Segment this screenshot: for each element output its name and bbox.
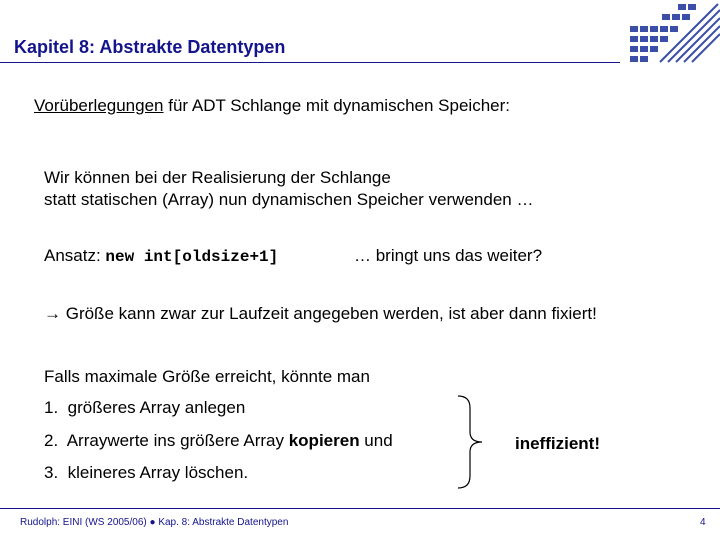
footer-rule — [0, 508, 720, 509]
paragraph-line-1: Wir können bei der Realisierung der Schlange — [44, 168, 391, 187]
intro-rest: für ADT Schlange mit dynamischen Speicher: — [163, 96, 510, 115]
step-3-text: kleineres Array löschen. — [67, 463, 249, 482]
intro-line — [34, 96, 510, 116]
footer-left: Rudolph: EINI (WS 2005/06) ● Kap. 8: Abstrakte Datentypen — [20, 517, 289, 528]
paragraph-line-2: statt statischen (Array) nun dynamischen Speicher verwenden … — [44, 190, 534, 209]
ansatz-question: … bringt uns das weiter? — [354, 246, 543, 265]
title-rule — [0, 62, 620, 63]
step-1-text: größeres Array anlegen — [67, 398, 246, 417]
arrow-line: → Größe kann zwar zur Laufzeit angegeben werden, ist aber dann fixiert! — [44, 304, 597, 323]
step-1 — [44, 398, 245, 418]
step-2-text-before: Arraywerte ins größere Array — [66, 431, 289, 450]
intro-underlined: Vorüberlegungen — [34, 96, 164, 115]
step-2-text-bold: kopieren — [288, 431, 360, 450]
step-2 — [44, 431, 393, 451]
step-2-number: 2. — [44, 431, 59, 450]
ansatz-code: new int[oldsize+1] — [105, 248, 279, 266]
ansatz-line — [44, 246, 278, 267]
step-3 — [44, 463, 248, 483]
step-1-number: 1. — [44, 398, 59, 417]
ansatz-label: Ansatz: — [44, 246, 106, 265]
step-2-text-after: und — [359, 431, 393, 450]
page-number: 4 — [700, 517, 706, 528]
falls-line: Falls maximale Größe erreicht, könnte man — [44, 367, 370, 386]
step-3-number: 3. — [44, 463, 59, 482]
curly-brace-icon — [450, 392, 490, 492]
page-title: Kapitel 8: Abstrakte Datentypen — [14, 37, 286, 57]
verdict: ineffizient! — [515, 434, 600, 453]
university-logo — [620, 0, 720, 68]
